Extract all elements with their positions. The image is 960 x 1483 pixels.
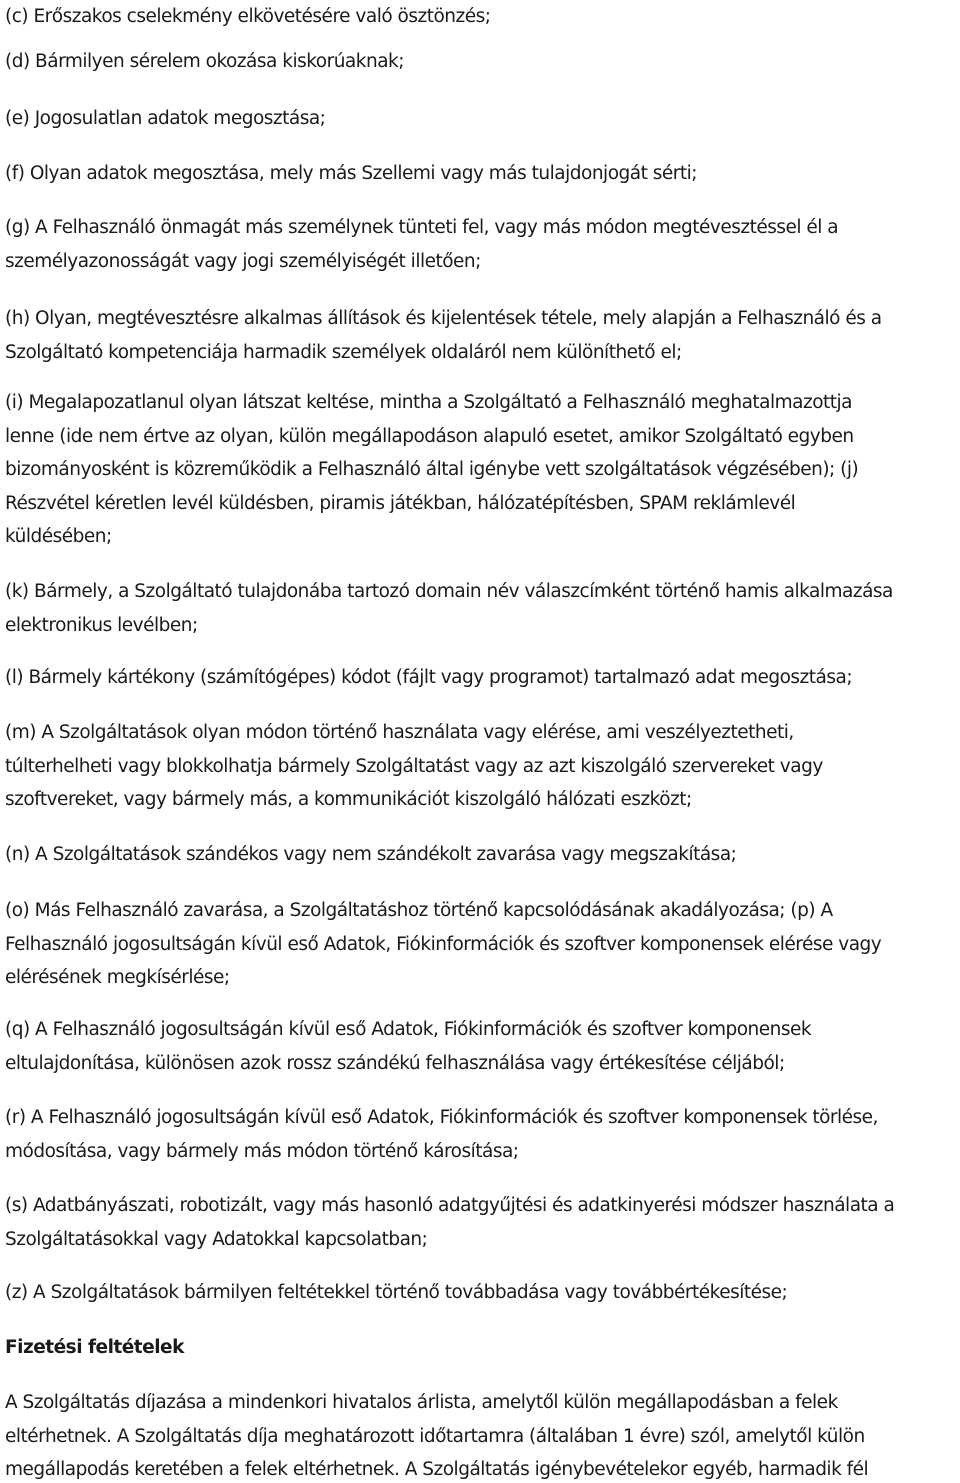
- text-line: eltulajdonítása, különösen azok rossz szándékú felhasználása vagy értékesítése céljából;: [5, 1052, 785, 1074]
- text-line: (o) Más Felhasználó zavarása, a Szolgáltatáshoz történő kapcsolódásának akadályozása; (p) A: [5, 900, 833, 921]
- text-line: (e) Jogosulatlan adatok megosztása;: [5, 108, 326, 129]
- text-line: (r) A Felhasználó jogosultságán kívül eső Adatok, Fiókinformációk és szoftver komponensek törlése,: [5, 1107, 878, 1128]
- clause-m: [5, 716, 960, 817]
- clause-n: [5, 838, 960, 872]
- text-line: szoftvereket, vagy bármely más, a kommunikációt kiszolgáló hálózati eszközt;: [5, 789, 692, 810]
- payment-terms-paragraph: [5, 1386, 960, 1483]
- text-line: (l) Bármely kártékony (számítógépes) kódot (fájlt vagy programot) tartalmazó adat megosztása;: [5, 667, 853, 688]
- clause-s: [5, 1189, 960, 1256]
- clause-d: [5, 45, 960, 79]
- clause-r: [5, 1101, 960, 1168]
- clause-o-p: [5, 894, 960, 995]
- text-line: Felhasználó jogosultságán kívül eső Adatok, Fiókinformációk és szoftver komponensek elérése vagy: [5, 933, 882, 955]
- text-line: (k) Bármely, a Szolgáltató tulajdonába tartozó domain név válaszcímként történő hamis alkalmazása: [5, 581, 893, 602]
- text-line: (q) A Felhasználó jogosultságán kívül eső Adatok, Fiókinformációk és szoftver komponensek: [5, 1019, 812, 1040]
- text-line: megállapodás keretében a felek eltérhetnek. A Szolgáltatás igénybevételekor egyéb, harmadik fél: [5, 1459, 869, 1480]
- text-line: (h) Olyan, megtévesztésre alkalmas állítások és kijelentések tétele, mely alapján a Felhasználó és a: [5, 308, 882, 329]
- clause-c: [5, 0, 960, 34]
- text-line: (f) Olyan adatok megosztása, mely más Szellemi vagy más tulajdonjogát sérti;: [5, 163, 697, 184]
- text-line: eltérhetnek. A Szolgáltatás díja meghatározott időtartamra (általában 1 évre) szól, amelytől külön: [5, 1425, 865, 1447]
- clause-l: [5, 661, 960, 695]
- text-line: Szolgáltató kompetenciája harmadik személyek oldaláról nem különíthető el;: [5, 341, 682, 363]
- text-line: bizományosként is közreműködik a Felhasználó által igénybe vett szolgáltatások végzésében); (j): [5, 459, 859, 480]
- clause-f: [5, 157, 960, 191]
- clause-g: [5, 211, 960, 278]
- text-line: (c) Erőszakos cselekmény elkövetésére való ösztönzés;: [5, 6, 491, 27]
- clause-z: [5, 1276, 960, 1310]
- text-line: (i) Megalapozatlanul olyan látszat keltése, mintha a Szolgáltató a Felhasználó meghatalmazottja: [5, 392, 853, 413]
- section-heading: [5, 1331, 960, 1365]
- text-line: (d) Bármilyen sérelem okozása kiskorúaknak;: [5, 51, 404, 72]
- clause-e: [5, 102, 960, 136]
- text-line: A Szolgáltatás díjazása a mindenkori hivatalos árlista, amelytől külön megállapodásban a felek: [5, 1392, 838, 1413]
- text-line: (s) Adatbányászati, robotizált, vagy más hasonló adatgyűjtési és adatkinyerési módszer használata a: [5, 1195, 895, 1216]
- text-line: Szolgáltatásokkal vagy Adatokkal kapcsolatban;: [5, 1228, 428, 1250]
- text-line: (n) A Szolgáltatások szándékos vagy nem szándékolt zavarása vagy megszakítása;: [5, 844, 737, 865]
- text-line: (m) A Szolgáltatások olyan módon történő használata vagy elérése, ami veszélyeztetheti,: [5, 722, 794, 743]
- text-line: elérésének megkísérlése;: [5, 967, 230, 988]
- clause-h: [5, 302, 960, 369]
- text-line: személyazonosságát vagy jogi személyiségét illetően;: [5, 250, 481, 272]
- text-line: Részvétel kéretlen levél küldésben, piramis játékban, hálózatépítésben, SPAM reklámlevél: [5, 492, 796, 514]
- text-line: (z) A Szolgáltatások bármilyen feltétekkel történő továbbadása vagy továbbértékesítése;: [5, 1282, 788, 1303]
- heading-text: Fizetési feltételek: [5, 1337, 184, 1358]
- text-line: (g) A Felhasználó önmagát más személynek tünteti fel, vagy más módon megtévesztéssel él a: [5, 217, 839, 238]
- text-line: túlterhelheti vagy blokkolhatja bármely Szolgáltatást vagy az azt kiszolgáló szervereket vagy: [5, 755, 823, 777]
- clause-q: [5, 1013, 960, 1080]
- text-line: küldésében;: [5, 526, 112, 547]
- clause-k: [5, 575, 960, 642]
- text-line: elektronikus levélben;: [5, 614, 198, 636]
- text-line: módosítása, vagy bármely más módon történő károsítása;: [5, 1140, 519, 1162]
- text-line: lenne (ide nem értve az olyan, külön megállapodáson alapuló esetet, amikor Szolgáltató egyben: [5, 425, 854, 447]
- clause-i-j: [5, 386, 960, 554]
